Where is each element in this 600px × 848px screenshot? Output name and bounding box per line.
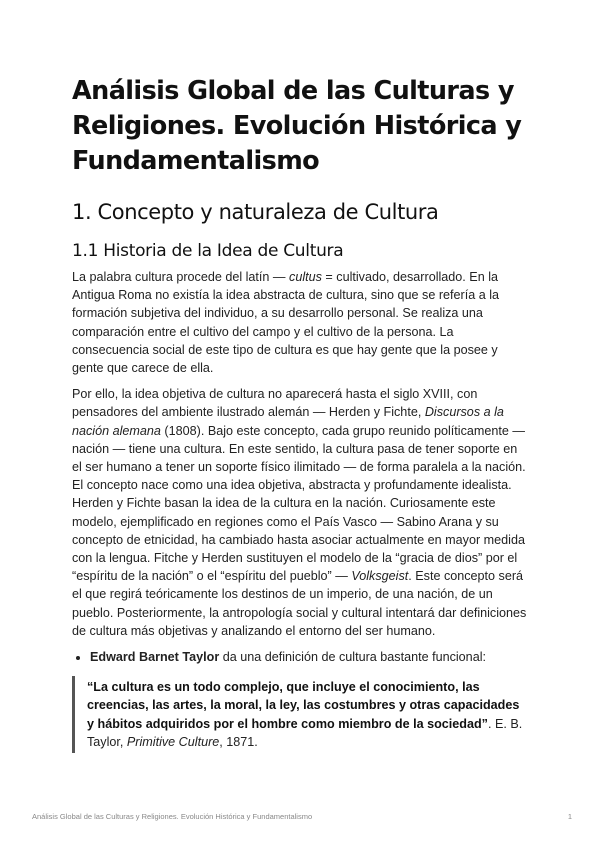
subsection-heading: 1.1 Historia de la Idea de Cultura (72, 241, 344, 261)
quote-year: , 1871. (219, 734, 258, 749)
bullet-list (72, 648, 528, 666)
footer-running-title: Análisis Global de las Culturas y Religiones. Evolución Histórica y Fundamentalismo (32, 812, 313, 821)
paragraph-text: . Este concepto será el que regirá teóricamente los destinos de un imperio, de una nación, de un pueblo. Posteriormente, la antropología social y cultural intentará dar definiciones de cultura más objetivas y analizando el entorno del ser humano. (72, 569, 527, 638)
blockquote (72, 676, 528, 753)
document-page (72, 74, 528, 753)
work-title: Discursos a la nación alemana (72, 405, 504, 438)
page-number: 1 (567, 812, 572, 821)
paragraph-origin (72, 268, 528, 377)
paragraph-text: (1808). Bajo este concepto, cada grupo reunido políticamente — nación — tiene una cultura. En este sentido, la cultura pasa de tener soporte en el ser humano a tener un soporte físico ilimitado — de forma paralela a la nación. El concepto nace como una idea objetiva, abstracta y profundamente idealista. Herden y Fichte basan la idea de la cultura en la nación. Curiosamente este modelo, ejemplificado en regiones como el País Vasco — Sabino Arana y su concepto de etnicidad, ha cambiado hasta asociar actualmente en mayor medida con la lengua. Fitche y Herden sustituyen el modelo de la “gracia de dios” por el “espíritu de la nación” o el “espíritu del pueblo” — (72, 423, 526, 584)
quote-text: “La cultura es un todo complejo, que incluye el conocimiento, las creencias, las artes, la moral, la ley, las costumbres y otras capacidades y hábitos adquiridos por el hombre como miembro de la sociedad” (87, 680, 520, 731)
paragraph-text: = cultivado, desarrollado. En la Antigua Roma no existía la idea abstracta de cultura, sino que se refería a la formación subjetiva del individuo, a su desarrollo personal. Se realiza una comparación entre el cultivo del campo y el cultivo de la persona. La consecuencia social de este tipo de cultura es que hay gente que la posee y gente que carece de ella. (72, 270, 500, 376)
quote-work-title: Primitive Culture (126, 734, 220, 749)
paragraph-text: La palabra cultura procede del latín — (72, 270, 290, 284)
document-title: Análisis Global de las Culturas y Religiones. Evolución Histórica y Fundamentalismo (72, 76, 522, 176)
section-heading: 1. Concepto y naturaleza de Cultura (72, 200, 439, 224)
latin-term: cultus (289, 270, 322, 284)
paragraph-text: Por ello, la idea objetiva de cultura no aparecerá hasta el siglo XVIII, con pensadores del ambiente ilustrado alemán — Herden y Fichte, (72, 387, 478, 420)
paragraph-history (72, 385, 528, 640)
list-item-text: da una definición de cultura bastante funcional: (219, 650, 486, 665)
quote-attribution: . E. B. Taylor, (87, 716, 523, 749)
author-name: Edward Barnet Taylor (90, 650, 220, 665)
page-footer (32, 812, 572, 821)
german-term: Volksgeist (351, 569, 409, 584)
list-item (90, 648, 528, 666)
